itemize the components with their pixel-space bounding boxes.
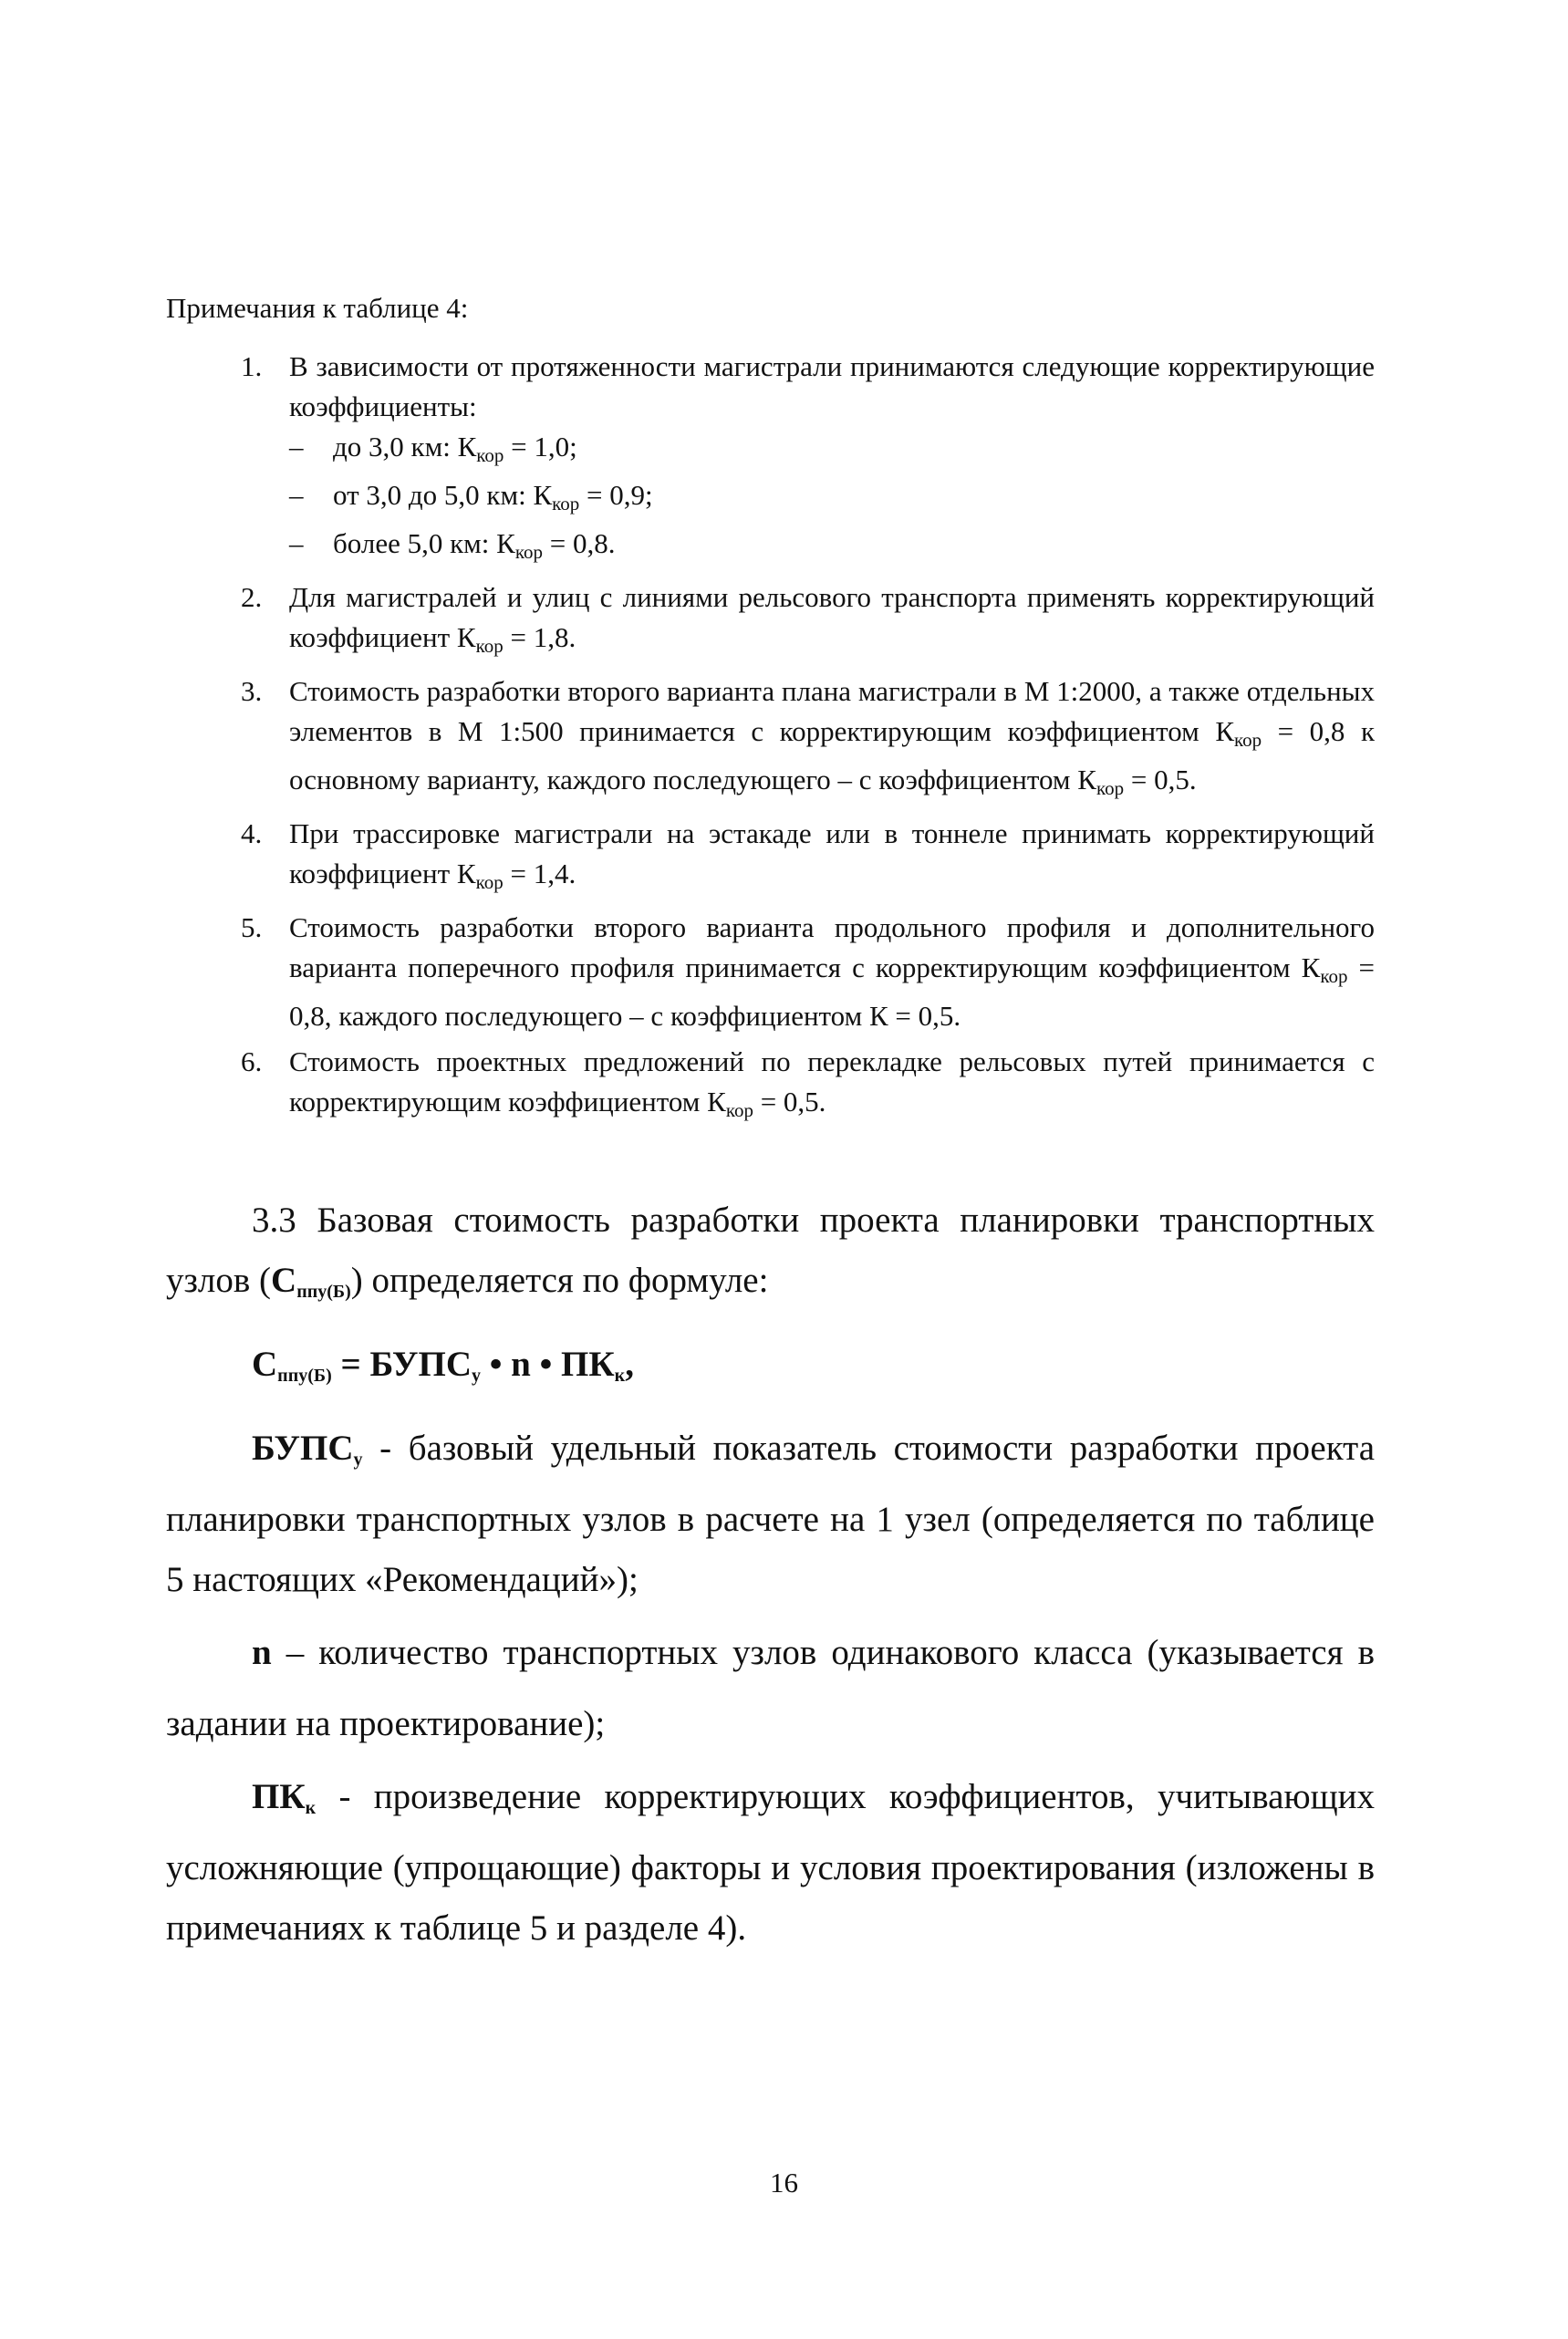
subscript: кор (1320, 965, 1348, 987)
note-text: Стоимость проектных предложений по перекладке рельсовых путей принимается с корректирующим коэффициентом К (289, 1045, 1375, 1118)
note-number: 1. (241, 350, 263, 382)
note-item-1 (166, 347, 1375, 572)
note-number: 6. (241, 1045, 263, 1077)
subscript: кор (725, 1099, 753, 1121)
definition-symbol: ПК (252, 1777, 306, 1816)
list-item (289, 475, 1375, 524)
intro-text-end: ) определяется по формуле: (350, 1261, 769, 1300)
intro-text: 3.3 Базовая стоимость разработки проекта планировки транспортных узлов ( (166, 1201, 1375, 1300)
subscript: кор (1234, 729, 1262, 751)
note-text: При трассировке магистрали на эстакаде или в тоннеле принимать корректирующий коэффициент К (289, 817, 1375, 889)
note-text: Стоимость разработки второго варианта продольного профиля и дополнительного варианта поперечного профиля принимается с корректирующим коэффициентом К (289, 911, 1375, 983)
formula-end: , (625, 1345, 634, 1384)
subscript: у (353, 1450, 363, 1470)
formula-eq: = БУПС (331, 1345, 472, 1384)
subscript: ппу(Б) (277, 1366, 332, 1386)
section-3-3 (166, 1190, 1375, 1971)
formula (252, 1335, 1375, 1406)
list-item (289, 427, 1375, 475)
dash-bullet: – (289, 479, 304, 511)
subscript: кор (552, 493, 580, 515)
list-item (289, 524, 1375, 572)
definition-symbol: БУПС (252, 1429, 354, 1468)
formula-symbol: С (271, 1261, 297, 1300)
subscript: кор (1096, 777, 1125, 799)
note-value: = 0,5. (753, 1086, 826, 1118)
subscript: к (305, 1798, 317, 1818)
list-item-value: = 1,0; (504, 431, 577, 463)
note-number: 4. (241, 817, 263, 849)
list-item-text: от 3,0 до 5,0 км: К (333, 479, 553, 511)
subscript: ппу(Б) (296, 1282, 351, 1302)
note-item-3 (166, 671, 1375, 808)
formula-rest: • n • ПК (481, 1345, 615, 1384)
definition-text: – количество транспортных узлов одинакового класса (указывается в задании на проектирование); (166, 1633, 1375, 1743)
subscript: у (472, 1366, 482, 1386)
list-item-value: = 0,9; (579, 479, 653, 511)
note-text: В зависимости от протяженности магистрали принимаются следующие корректирующие коэффициенты: (289, 350, 1375, 422)
subscript: кор (475, 635, 504, 657)
definition-n (166, 1623, 1375, 1754)
note-item-6 (166, 1042, 1375, 1130)
subscript: к (614, 1366, 626, 1386)
notes-heading: Примечания к таблице 4: (166, 292, 469, 324)
page-number: 16 (770, 2167, 798, 2199)
definition-pk (166, 1767, 1375, 1959)
note-value: = 1,8. (503, 621, 576, 653)
note-text-middle: = 0,8 к основному варианту, каждого последующего – с коэффициентом К (289, 715, 1375, 795)
note-item-4 (166, 814, 1375, 902)
note-value: = 0,8, каждого последующего – с коэффициентом К = 0,5. (289, 951, 1376, 1032)
subscript: кор (476, 444, 504, 466)
definition-symbol: n (252, 1633, 272, 1672)
notes-list (166, 347, 1375, 1136)
subscript: кор (475, 871, 504, 893)
note-text: Для магистралей и улиц с линиями рельсового транспорта применять корректирующий коэффициент К (289, 581, 1375, 653)
subscript: кор (514, 541, 543, 563)
definition-bups (166, 1419, 1375, 1610)
list-item-text: более 5,0 км: К (333, 527, 515, 559)
note-item-5 (166, 908, 1375, 1036)
note-text: Стоимость разработки второго варианта плана магистрали в М 1:2000, а также отдельных элементов в М 1:500 принимается с корректирующим коэффициентом К (289, 675, 1375, 747)
definition-text: - произведение корректирующих коэффициентов, учитывающих усложняющие (упрощающие) факторы и условия проектирования (изложены в примечаниях к таблице 5 и разделе 4). (166, 1777, 1375, 1948)
note-item-2 (166, 577, 1375, 666)
note-number: 5. (241, 911, 263, 943)
note-value: = 0,5. (1124, 764, 1197, 795)
definition-text: - базовый удельный показатель стоимости разработки проекта планировки транспортных узлов в расчете на 1 узел (определяется по таблице 5 настоящих «Рекомендаций»); (166, 1429, 1375, 1599)
dash-bullet: – (289, 431, 304, 463)
list-item-text: до 3,0 км: К (333, 431, 477, 463)
note-value: = 1,4. (503, 858, 576, 889)
note-number: 2. (241, 581, 263, 613)
list-item-value: = 0,8. (542, 527, 616, 559)
section-intro (166, 1190, 1375, 1322)
coefficient-list (289, 427, 1375, 572)
formula-lhs: С (252, 1345, 278, 1384)
dash-bullet: – (289, 527, 304, 559)
note-number: 3. (241, 675, 263, 707)
